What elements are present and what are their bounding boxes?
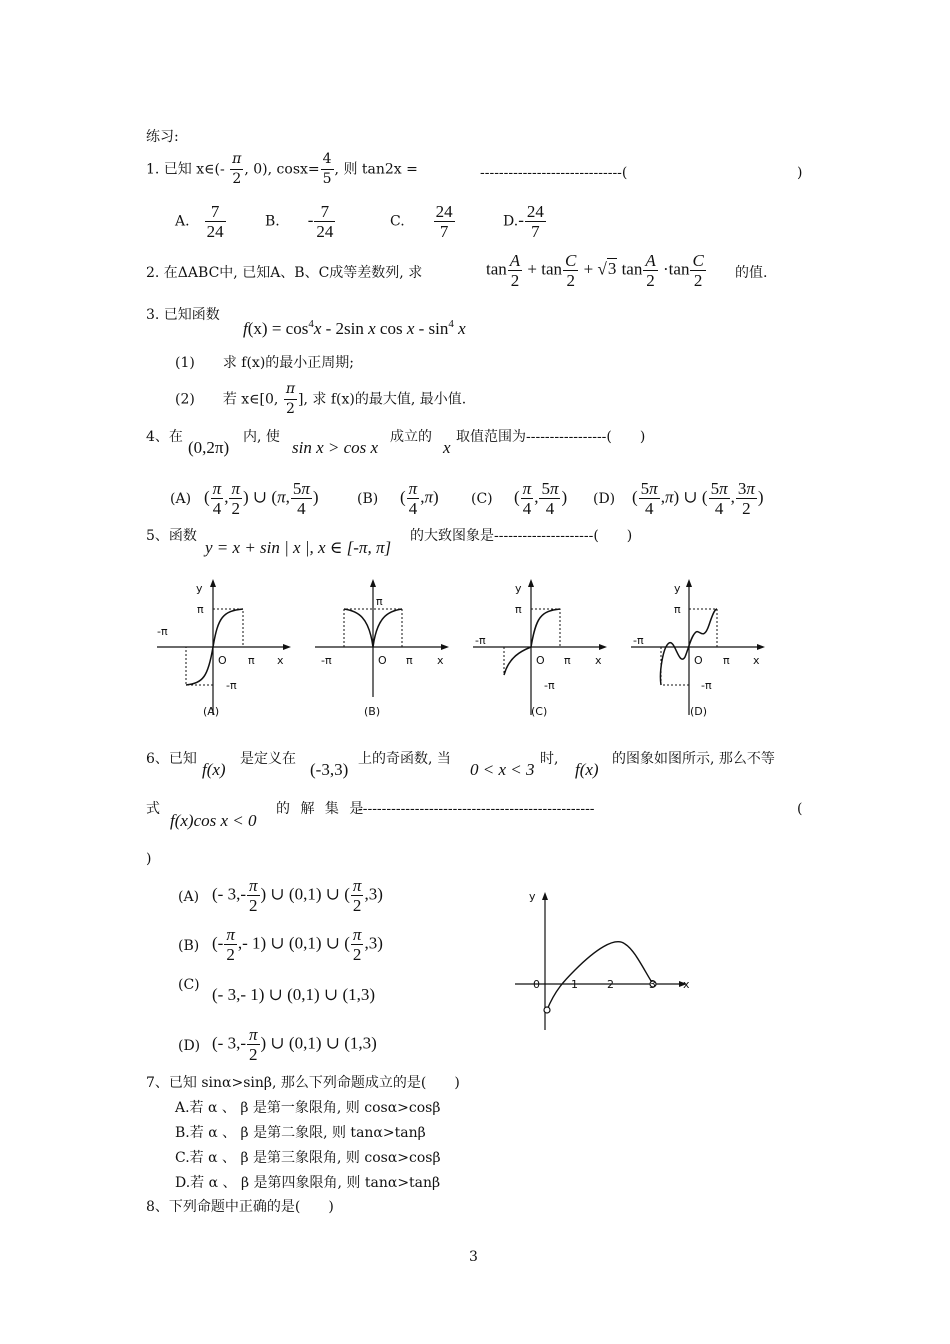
q5-graph-d <box>631 579 765 715</box>
q3-text: 3. 已知函数 <box>146 307 220 323</box>
q6-option-c-label: (C) <box>178 977 200 993</box>
q1-interval-end: , 0), cosx= <box>244 161 320 178</box>
question-1 <box>146 150 418 189</box>
q4-option-c-label: (C) <box>471 491 493 507</box>
q5-graph-b <box>315 579 449 697</box>
q5-graph-a-y: y <box>196 582 203 595</box>
q8-text: 8、下列命题中正确的是( ) <box>146 1199 334 1215</box>
q5-graph-a-x: x <box>277 654 284 667</box>
q5-graph-d-pi: π <box>674 603 681 616</box>
q5-graph-c-negpi: -π <box>475 634 486 647</box>
q6-line1-b: 是定义在 <box>240 751 296 767</box>
q1-option-c: C. $\frac{24}{7}$ <box>390 202 453 241</box>
q1-option-b: B. - $\frac{7}{24}$ <box>265 202 334 241</box>
q3-formula: $f(x) = \cos^4x - 2\sin$ x cos x - $\sin^4 x$ <box>243 318 466 338</box>
q6-dashes: -------------------------------------------------- <box>358 801 595 817</box>
q6-paren-close: ) <box>146 851 152 867</box>
q1-suffix: , 则 tan2x = <box>334 161 418 178</box>
q6-graph-y: y <box>529 890 536 903</box>
q5-graph-b-o: O <box>378 654 387 667</box>
q5-graph-a-negpi-y: -π <box>226 679 237 692</box>
q4-option-b-expr: ( $\frac{\pi}{4}$ ,π) <box>400 479 439 518</box>
q6-option-c-expr: (- 3,- 1) ∪ (0,1) ∪ (1,3) <box>212 985 376 1004</box>
q1-dashes: ------------------------------( <box>480 165 628 181</box>
q5-graph-a-negpi: -π <box>157 625 168 638</box>
q5-graph-d-y: y <box>674 582 681 595</box>
q1-paren: ) <box>797 165 803 181</box>
q4-inequality: sin x > cos x <box>292 438 379 457</box>
q5-graph-a <box>157 579 291 715</box>
q6-option-a-expr: (- 3,- $\frac{\pi}{2}$ ) ∪ (0,1) ∪ ( $\frac{\pi}{2}$ ,3) <box>212 876 383 915</box>
q6-line1-d: 时, <box>540 751 559 767</box>
q6-option-a-label: (A) <box>178 889 200 905</box>
q6-graph-2: 2 <box>607 978 614 991</box>
q4-option-b-label: (B) <box>357 491 379 507</box>
q5-graph-d-x: x <box>753 654 760 667</box>
q1-prefix: 1. 已知 x∈( <box>146 161 220 178</box>
q6-line1-a: 6、已知 <box>146 751 197 767</box>
q2-formula: tan $\frac{A}{2}$ + tan $\frac{C}{2}$ + √3 tan $\frac{A}{2}$ ·tan $\frac{C}{2}$ <box>486 251 704 290</box>
q5-graph-c-negpi-y: -π <box>544 679 555 692</box>
q6-option-b-label: (B) <box>178 938 200 954</box>
q6-option-b-expr: (- $\frac{\pi}{2}$ ,- 1) ∪ (0,1) ∪ ( $\frac{\pi}{2}$ ,3) <box>212 925 383 964</box>
q6-graph-x: x <box>683 978 690 991</box>
q6-graph-3: 3 <box>649 978 656 991</box>
q3-sub2: (2) 若 x∈[0, $\frac{\pi}{2}$ ], 求 f(x)的最大值, 最小值. <box>175 381 467 417</box>
q1-minus: - <box>219 161 225 178</box>
q6-option-d-label: (D) <box>178 1038 201 1054</box>
q5-graph-b-negpi: -π <box>321 654 332 667</box>
q2-tail: 的值. <box>735 265 768 281</box>
q5-graph-c-pi-x: π <box>564 654 571 667</box>
q1-option-a: A. $\frac{7}{24}$ <box>175 202 224 241</box>
q7-text: 7、已知 sinα>sinβ, 那么下列命题成立的是( ) <box>146 1075 460 1091</box>
q5-graph-d-negpi: -π <box>633 634 644 647</box>
q4-option-a-expr: ( $\frac{\pi}{4}$ , $\frac{\pi}{2}$ ) ∪ (π, $\frac{5\pi}{4}$ ) <box>204 479 319 518</box>
q1-frac-pi2: $\frac{\pi}{2}$ <box>232 151 242 187</box>
q4-suffix: 取值范围为-----------------( ) <box>456 429 646 445</box>
q6-f1: f(x) <box>202 760 226 779</box>
q6-paren-open: ( <box>797 801 803 817</box>
q6-f2: f(x) <box>575 760 599 779</box>
q6-graph-1: 1 <box>571 978 578 991</box>
q4-option-a-label: (A) <box>170 491 192 507</box>
q1-frac-45: $\frac{4}{5}$ <box>322 151 332 187</box>
q4-interval: (0,2π) <box>188 438 230 457</box>
q7-option-b: B.若 α 、 β 是第二象限, 则 tanα>tanβ <box>175 1125 426 1141</box>
q5-graphs <box>0 575 950 725</box>
q7-option-c: C.若 α 、 β 是第三象限角, 则 cosα>cosβ <box>175 1150 441 1166</box>
q5-graph-a-pi-x: π <box>248 654 255 667</box>
q5-graph-c-o: O <box>536 654 545 667</box>
q4-option-c-expr: ( $\frac{\pi}{4}$ , $\frac{5\pi}{4}$ ) <box>514 479 568 518</box>
heading: 练习: <box>146 129 179 145</box>
q5-prefix: 5、函数 <box>146 528 197 544</box>
q7-option-d: D.若 α 、 β 是第四象限角, 则 tanα>tanβ <box>175 1175 441 1191</box>
q5-label-c: (C) <box>531 705 548 718</box>
q5-formula: y = x + sin | x |, x ∈ [-π, π] <box>205 538 392 557</box>
q6-line1-e: 的图象如图所示, 那么不等 <box>612 751 775 767</box>
q4-x: x <box>443 438 451 457</box>
q6-option-d-expr: (- 3,- $\frac{\pi}{2}$ ) ∪ (0,1) ∪ (1,3) <box>212 1025 377 1064</box>
q5-graph-d-pi-x: π <box>723 654 730 667</box>
q5-graph-b-pi-x: π <box>406 654 413 667</box>
q6-line2-a: 式 <box>146 801 160 817</box>
q4-option-d-expr: ( $\frac{5\pi}{4}$ ,π) ∪ ( $\frac{5\pi}{4}$ , $\frac{3\pi}{2}$ ) <box>632 479 764 518</box>
q5-label-b: (B) <box>364 705 381 718</box>
q5-graph-b-pi: π <box>376 595 383 608</box>
q7-option-a: A.若 α 、 β 是第一象限角, 则 cosα>cosβ <box>175 1100 441 1116</box>
q6-line1-c: 上的奇函数, 当 <box>358 751 451 767</box>
q4-option-d-label: (D) <box>593 491 616 507</box>
q5-graph-c-pi: π <box>515 603 522 616</box>
q4-mid2: 成立的 <box>390 429 432 445</box>
q5-graph-c <box>473 579 607 715</box>
q4-mid: 内, 使 <box>243 429 280 445</box>
q6-inequality: f(x)cos x < 0 <box>170 811 257 830</box>
q3-sub1: (1) 求 f(x)的最小正周期; <box>175 355 354 371</box>
q6-domain: (-3,3) <box>310 760 349 779</box>
q2-text: 2. 在ΔABC中, 已知A、B、C成等差数列, 求 <box>146 265 423 281</box>
q6-cond: 0 < x < 3 <box>470 760 535 779</box>
q5-graph-d-negpi-y: -π <box>701 679 712 692</box>
q1-option-d: D.- $\frac{24}{7}$ <box>503 202 544 241</box>
q5-label-d: (D) <box>690 705 708 718</box>
q4-prefix: 4、在 <box>146 429 183 445</box>
q6-graph <box>505 880 705 1040</box>
q5-graph-a-o: O <box>218 654 227 667</box>
q5-graph-c-y: y <box>515 582 522 595</box>
q6-graph-o: 0 <box>533 978 540 991</box>
q5-graph-b-x: x <box>437 654 444 667</box>
q5-label-a: (A) <box>203 705 220 718</box>
q5-graph-d-o: O <box>694 654 703 667</box>
q6-line2-b: 的 解 集 是 <box>276 801 367 817</box>
q5-graph-a-pi: π <box>197 603 204 616</box>
page-number: 3 <box>469 1249 478 1265</box>
q5-suffix: 的大致图象是---------------------( ) <box>410 528 633 544</box>
q5-graph-c-x: x <box>595 654 602 667</box>
